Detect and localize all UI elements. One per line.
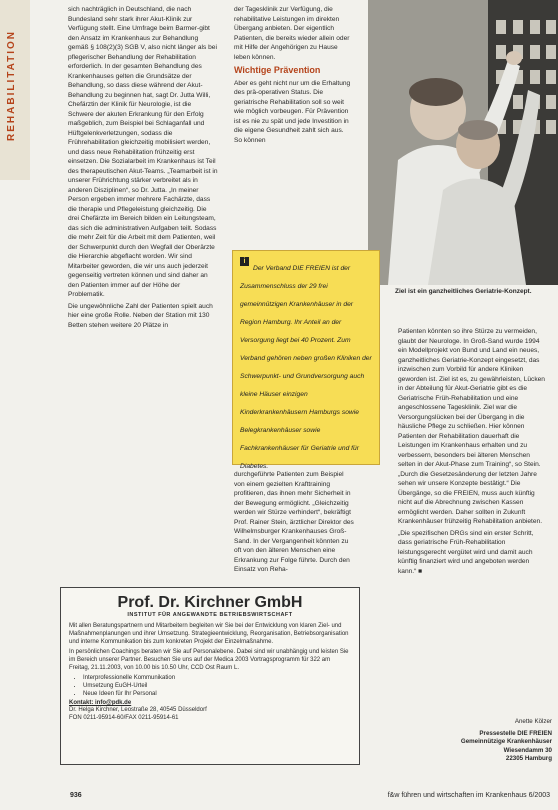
ad-bullet: • Interprofessionelle Kommunikation: [83, 674, 351, 682]
photo-caption: Ziel ist ein ganzheitliches Geriatrie-Konzept.: [395, 288, 532, 295]
section-heading: Wichtige Prävention: [234, 65, 321, 75]
ad-title: Prof. Dr. Kirchner GmbH: [117, 594, 303, 611]
publication-source: f&w führen und wirtschaften im Krankenhaus 6/2003: [387, 792, 550, 799]
page-footer: [70, 790, 550, 804]
col1-paragraph-1: sich nachträglich in Deutschland, die nach Bundesland sehr stark ihrer Akut-Klinik zur Verfügung stellt. Eine Umfrage beim Barmer-gibt den Ansatz im Krankenhaus zur Behandlung gemäß § 108(2)(3) SGB V, also nicht länger als bei pflegerischer Behandlung der Rehabilitation erforderlich. In der gesamten Behandlung des Krankenhauses gelten die Grundsätze der Behandlung, so dass diese während der Akut-Behandlung zu beginnen hat, sagt Dr. Jutta Willi, Chefärztin der Klinik für Neurologie, ist die Schwere der akuten Erkrankung für den Erfolg maßgeblich, zum Beispiel bei Schlaganfall und Hüftgelenkverletzungen, sodass die Frührehabilitation gleichzeitig mobilisiert werden, und dass neue Rehabilitation frühzeitig erst einsetzen. Die Sozialarbeit im Krankenhaus ist Teil des therapeutischen Akut-Teams. „Teamarbeit ist in unserer Frührichtung stärker verbreitet als in anderen Disziplinen“, so Dr. Jutta. „In meiner Person ergeben immer mehrere Fachärzte, dass die therapie und Pflegeleistung gleichzeitig. Die drei Chefärzte im Bereich bilden ein Leitungsteam, das sich die administrativen Aufgaben teilt. Sodass die mehr Zeit für die Arbeit mit dem Patienten, weil der Schwerpunkt durch den Wegfall der Oberärzte die Hierarchie abgeflacht worden. Wir sind Mitarbeiter geworden, die wir uns auch jederzeit gegenseitig vertreten können und sind daher an den Patienten immer auf der Höhe der Problematik.: [68, 6, 218, 298]
col3-paragraph-1: durchgeführte Patienten zum Beispiel von einem gezielten Krafttraining profitieren, das ihnen mehr Sicherheit in der Bewegung ermöglicht. „Gleichzeitig werden wir Stürze verhindert“, bekräftigt Prof. Rainer Stein, ärztlicher Direktor des Wilhelmsburger Krankenhauses Groß-Sand. In der Vergangenheit könnten zu oft von den älteren Menschen eine Erkrankung zur Folge führte. Durch den Einsatz von Reha-: [234, 471, 354, 573]
col4-paragraph-2-text: „Die spezifischen DRGs sind ein erster Schritt, dass geriatrische Früh-Rehabilitation leistungsgerecht vergütet wird und damit auch künftig finanziert wird und angeboten werden kann.“: [398, 529, 534, 575]
col2-paragraph-2: Aber es geht nicht nur um die Erhaltung des prä-operativen Status. Die geriatrische Rehabilitation soll so weit wie möglich vorbeugen. Für Prävention ist es nie zu spät und jede Investition in die eigene Gesundheit zahlt sich aus. So können: [234, 79, 351, 144]
article-column-3: [234, 470, 354, 590]
ad-coaching: In persönlichen Coachings beraten wir Sie auf Personalebene. Dabei sind wir unabhängig und leisten Sie im Bereich unserer Partner. Besuchen Sie uns auf der Medica 2003 Vortragsprogramm für 322 am Freitag, 21.11.2003, von 10.00 bis 10.50 Uhr, CCD Ost Raum L.: [69, 649, 349, 671]
section-label: REHABILITATION: [6, 30, 17, 141]
ad-bullet-list: [83, 674, 351, 698]
info-text: Der Verband DIE FREIEN ist der Zusammenschluss der 29 frei gemeinnützigen Krankenhäuser in der Region Hamburg. Ihr Anteil an der Versorgung liegt bei 40 Prozent. Zum Verband gehören neben großen Kliniken der Schwerpunkt- und Grundversorgung auch kleine Häuser einzigen Kinderkrankenhäusern Hamburgs sowie Belegkrankenhäuser sowie Fachkrankenhäuser für Geriatrie und für Diabetes.: [240, 265, 372, 470]
org-line: Pressestelle DIE FREIEN: [479, 729, 552, 737]
article-photo: [368, 0, 558, 285]
ad-contact-line: FON 0211-95914-60/FAX 0211-95914-61: [69, 715, 179, 721]
col4-paragraph-1: Patienten könnten so ihre Stürze zu vermeiden, glaubt der Neurologe. In Groß-Sand wurde 1994 ein Modellprojekt von Bund und Land ein neues, ganzheitliches Geriatrie-Konzept eingesetzt, das inzwischen zum Vorbild für andere Kliniken geworden ist. Ziel ist es, zu gewährleisten, Lücken in der Abteilung für Akut-Geriatrie gibt es die Geriatrische Früh-Rehabilitation und eine angeschlossene Tagesklinik. Ziel war die Versorgungslücken bei der Übergang in die häusliche Pflege zu schließen. Hier können Patienten der Rehabilitation dauerhaft die Leistungen im Krankenhaus erhalten und zu verbessern, besonders bei älteren Menschen selten in der Akut-Phase zum Training“, so Stein. „Durch die Gesetzesänderung der letzten Jahre sehen wir unsere Konzepte bestätigt.“ Die Übergänge, so die FREIEN, muss auch künftig nicht auf die Abrechnung zwischen Kassen ermöglicht werden. Daher sollten in Zukunft Krankenhäuser frühzeitig Rehabilitation anbieten.: [398, 328, 545, 525]
author-signature: [460, 718, 552, 764]
org-line: Gemeinnützige Krankenhäuser: [460, 738, 552, 745]
org-line: Wiesendamm 30: [503, 746, 552, 754]
ad-subtitle: INSTITUT FÜR ANGEWANDTE BETRIEBSWIRTSCHAFT: [127, 612, 293, 618]
photo-illustration: [368, 0, 558, 285]
col1-paragraph-2: Die ungewöhnliche Zahl der Patienten spielt auch hier eine große Rolle. Neben der Station mit 130 Betten stehen weitere 20 Plätze in: [68, 302, 213, 329]
page-number: 936: [70, 792, 82, 799]
ad-bullet: • Umsetzung EuGH-Urteil: [83, 682, 351, 690]
ad-contact-link[interactable]: Kontakt: info@pdk.de: [69, 700, 132, 706]
info-icon: i: [240, 257, 249, 266]
ad-intro: Mit allen Beratungspartnern und Mitarbeitern begleiten wir Sie bei der Entwicklung von klaren Ziel- und Maßnahmenplanungen und ihrer Umsetzung. Strategieentwicklung, Reorganisation, Betriebsorganisation und interne Kommunikation bis zum konkreten Projekt der Einzelmaßnahme.: [69, 623, 349, 645]
advertisement-box: [60, 587, 360, 765]
end-mark: ■: [418, 567, 423, 575]
ad-contact-line: Dr. Helga Kirchner, Leostraße 28, 40545 Düsseldorf: [69, 707, 207, 713]
article-column-4: [398, 327, 548, 717]
info-box: [232, 250, 380, 470]
col4-paragraph-2: [398, 529, 548, 577]
col2-paragraph-1: der Tagesklinik zur Verfügung, die rehabilitative Leistungen im direkten Übergang anbieten. Der eigentlich Patienten, die bereits wieder allein oder mit Hilfe der Angehörigen zu Hause leben können.: [234, 6, 350, 61]
article-column-1: [68, 5, 218, 625]
author-name: Anette Kölzer: [514, 718, 552, 725]
ad-bullet: • Neue Ideen für Ihr Personal: [83, 690, 351, 698]
org-line: 22305 Hamburg: [505, 755, 552, 762]
section-tab: [0, 0, 30, 180]
article-column-2: [234, 5, 352, 225]
